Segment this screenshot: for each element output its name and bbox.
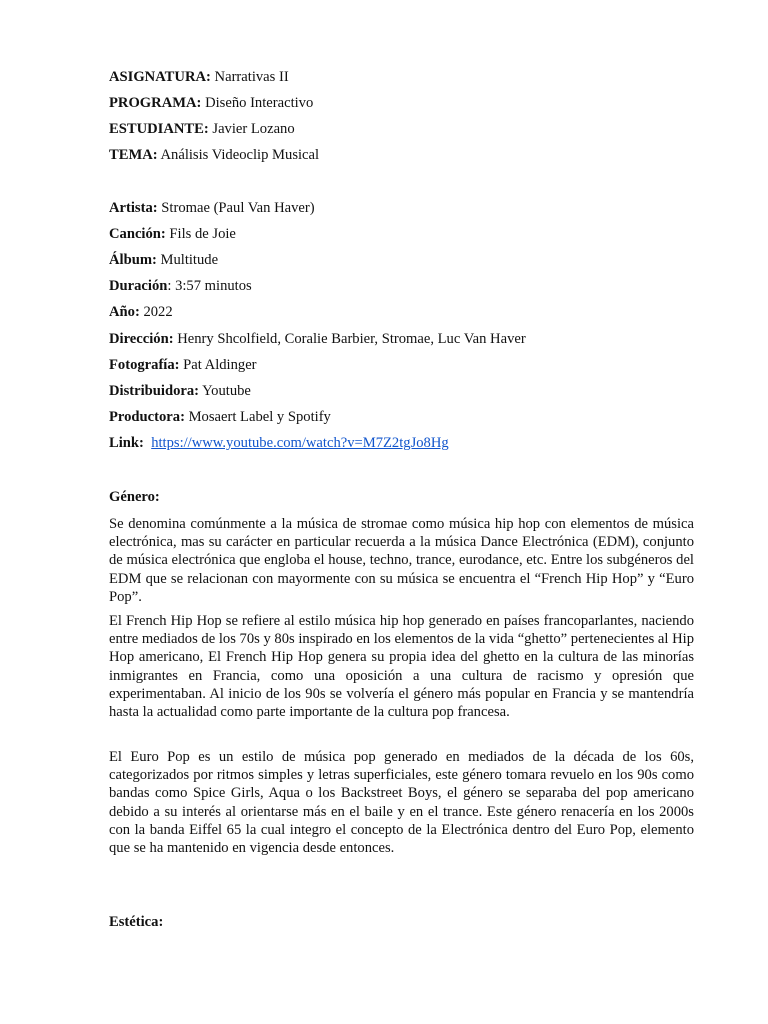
estudiante-value: Javier Lozano xyxy=(208,121,295,137)
duracion-line xyxy=(109,277,252,295)
genero-heading: Género: xyxy=(109,489,160,505)
cancion-value: Fils de Joie xyxy=(165,226,236,242)
tema-value: Análisis Videoclip Musical xyxy=(157,147,320,163)
cancion-line xyxy=(109,225,236,243)
asignatura-line xyxy=(109,68,289,86)
cancion-label: Canción: xyxy=(109,226,166,242)
tema-label: TEMA: xyxy=(109,147,158,163)
album-label: Álbum: xyxy=(109,252,157,268)
programa-value: Diseño Interactivo xyxy=(201,95,314,111)
genero-paragraph-1: Se denomina comúnmente a la música de stromae como música hip hop con elementos de música electrónica, mas su carácter en particular recuerda a la música Dance Electrónica (EDM), conjunto de música electrónica que engloba el house, techno, trance, eurodance, etc. Entre los subgéneros del EDM que se relacionan con mayormente con su música se encuentra el “French Hip Hop” y “Euro Pop”. xyxy=(109,516,694,605)
artista-line xyxy=(109,199,315,217)
anio-line xyxy=(109,303,173,321)
genero-paragraph-2: El French Hip Hop se refiere al estilo música hip hop generado en países francoparlantes, naciendo entre mediados de los 70s y 80s inspirado en los elementos de la vida “ghetto” pertenecientes al Hip Hop americano, El French Hip Hop genera su propia idea del ghetto en la cultura de las minorías inmigrantes en Francia, como una oposición a una cultura de racismo y opresión que experimentaban. Al inicio de los 90s se volvería el género más popular en Francia y se mantendría hasta la actualidad como parte importante de la cultura pop francesa. xyxy=(109,613,694,721)
estudiante-line xyxy=(109,120,295,138)
youtube-link[interactable]: https://www.youtube.com/watch?v=M7Z2tgJo8Hg xyxy=(151,435,449,451)
productora-value: Mosaert Label y Spotify xyxy=(184,409,331,425)
fotografia-value: Pat Aldinger xyxy=(179,357,257,373)
productora-line xyxy=(109,408,331,426)
genero-paragraph-3: El Euro Pop es un estilo de música pop generado en mediados de la década de los 60s, categorizados por ritmos simples y letras superficiales, este género tomara revuelo en los 90s como bandas como Spice Girls, Aqua o los Backstreet Boys, el género se separaba del pop americano debido a su interés al orientarse más en el baile y en el trance. Este género renacería en los 2000s con la banda Eiffel 65 la cual integro el concepto de la Electrónica dentro del Euro Pop, elemento que se ha mantenido en vigencia desde entonces. xyxy=(109,749,694,857)
fotografia-line xyxy=(109,356,257,374)
anio-label: Año: xyxy=(109,304,140,320)
estudiante-label: ESTUDIANTE: xyxy=(109,121,209,137)
distribuidora-line xyxy=(109,382,251,400)
programa-label: PROGRAMA: xyxy=(109,95,202,111)
direccion-value: Henry Shcolfield, Coralie Barbier, Stromae, Luc Van Haver xyxy=(173,331,526,347)
artista-label: Artista: xyxy=(109,200,158,216)
tema-line xyxy=(109,146,319,164)
direccion-line xyxy=(109,330,526,348)
duracion-value: : 3:57 minutos xyxy=(167,278,252,294)
distribuidora-value: Youtube xyxy=(199,383,251,399)
artista-value: Stromae (Paul Van Haver) xyxy=(157,200,315,216)
duracion-label: Duración xyxy=(109,278,168,294)
album-line xyxy=(109,251,218,269)
asignatura-label: ASIGNATURA: xyxy=(109,69,211,85)
estetica-heading: Estética: xyxy=(109,914,164,930)
fotografia-label: Fotografía: xyxy=(109,357,180,373)
album-value: Multitude xyxy=(156,252,219,268)
link-label: Link: xyxy=(109,435,144,451)
distribuidora-label: Distribuidora: xyxy=(109,383,199,399)
direccion-label: Dirección: xyxy=(109,331,174,347)
asignatura-value: Narrativas II xyxy=(210,69,289,85)
programa-line xyxy=(109,94,313,112)
anio-value: 2022 xyxy=(139,304,173,320)
productora-label: Productora: xyxy=(109,409,185,425)
link-line xyxy=(109,434,449,452)
